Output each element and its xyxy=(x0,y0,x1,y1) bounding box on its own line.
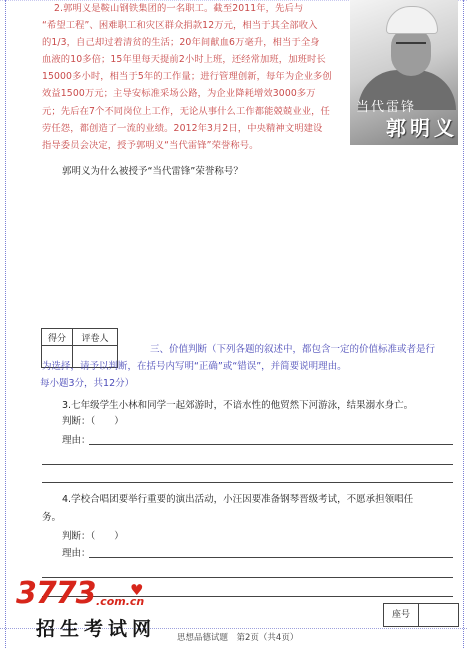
page-left-border xyxy=(5,0,6,648)
question-3-text: 3.七年级学生小林和同学一起郊游时，不谙水性的他贸然下河游泳，结果溺水身亡。 xyxy=(62,400,414,411)
hard-hat-icon xyxy=(386,6,438,34)
instruction-line: 每小题3分，共12分） xyxy=(40,378,135,389)
portrait-photo xyxy=(350,0,458,145)
site-logo-tagline: 招生考试网 xyxy=(36,618,157,640)
seat-number-box xyxy=(383,603,459,627)
answer-line[interactable] xyxy=(42,577,453,578)
glasses-icon xyxy=(396,42,426,51)
question-4-text-continued: 务。 xyxy=(42,512,62,523)
portrait-face xyxy=(391,28,431,76)
paragraph-line: 血液的10多倍；15年里每天提前2小时上班，还经常加班，加班时长 xyxy=(42,54,326,66)
paragraph-line: 元；先后在7个不同岗位上工作，无论从事什么工作都能兢兢业业，任 xyxy=(42,105,330,117)
page-footer: 思想品德试题 第2页（共4页） xyxy=(177,633,299,643)
answer-line[interactable] xyxy=(89,557,453,558)
page-right-border xyxy=(463,0,464,648)
question-3-judge[interactable]: 判断：（ ） xyxy=(62,416,124,427)
paragraph-line: 指导委员会决定，授予郭明义“当代雷锋”荣誉称号。 xyxy=(42,139,259,151)
seat-label: 座号 xyxy=(384,604,419,626)
question-4-judge[interactable]: 判断：（ ） xyxy=(62,531,124,542)
site-logo-domain: .com.cn xyxy=(96,595,145,608)
answer-line[interactable] xyxy=(89,444,453,445)
instruction-line: 三、价值判断（下列各题的叙述中，都包含一定的价值标准或者是行 xyxy=(150,344,436,355)
score-label: 得分 xyxy=(42,329,73,346)
seat-number-field[interactable] xyxy=(419,604,458,626)
paragraph-line: 15000多小时，相当于5年的工作量；进行管理创新，每年为企业多创 xyxy=(42,71,332,83)
instruction-line: 为选择，请予以判断，在括号内写明“正确”或“错误”，并简要说明理由。 xyxy=(42,361,347,372)
question-3-reason-label: 理由： xyxy=(62,435,91,446)
answer-line[interactable] xyxy=(42,464,453,465)
photo-subtitle: 当代雷锋 xyxy=(356,100,417,115)
paragraph-line: 的1/3，自己却过着清贫的生活；20年间献血6万毫升，相当于全身 xyxy=(42,37,320,49)
paragraph-line: 效益1500万元；主导安标准采场公路，为企业降耗增效3000多万 xyxy=(42,88,316,100)
section-three-instructions xyxy=(42,341,464,392)
paragraph-line: 劳任怨，都创造了一流的业绩。2012年3月2日，中央精神文明建设 xyxy=(42,122,323,134)
paragraph-line: “希望工程”、困难职工和灾区群众捐款12万元，相当于其全部收入 xyxy=(42,20,318,32)
grader-label: 评卷人 xyxy=(73,329,118,346)
question-4-reason-label: 理由： xyxy=(62,548,91,559)
site-logo-number: 3773 xyxy=(16,576,96,611)
paragraph-line: 2.郭明义是鞍山钢铁集团的一名职工。截至2011年，先后与 xyxy=(54,3,304,14)
photo-name: 郭明义 xyxy=(386,116,458,140)
question-2-text: 郭明义为什么被授予“当代雷锋”荣誉称号？ xyxy=(62,166,243,177)
reading-material-paragraph xyxy=(42,0,344,154)
question-4-text: 4.学校合唱团要举行重要的演出活动，小汪因要准备钢琴晋级考试，不愿承担领唱任 xyxy=(62,494,414,505)
heart-icon: ♥ xyxy=(130,581,144,599)
answer-line[interactable] xyxy=(42,482,453,483)
